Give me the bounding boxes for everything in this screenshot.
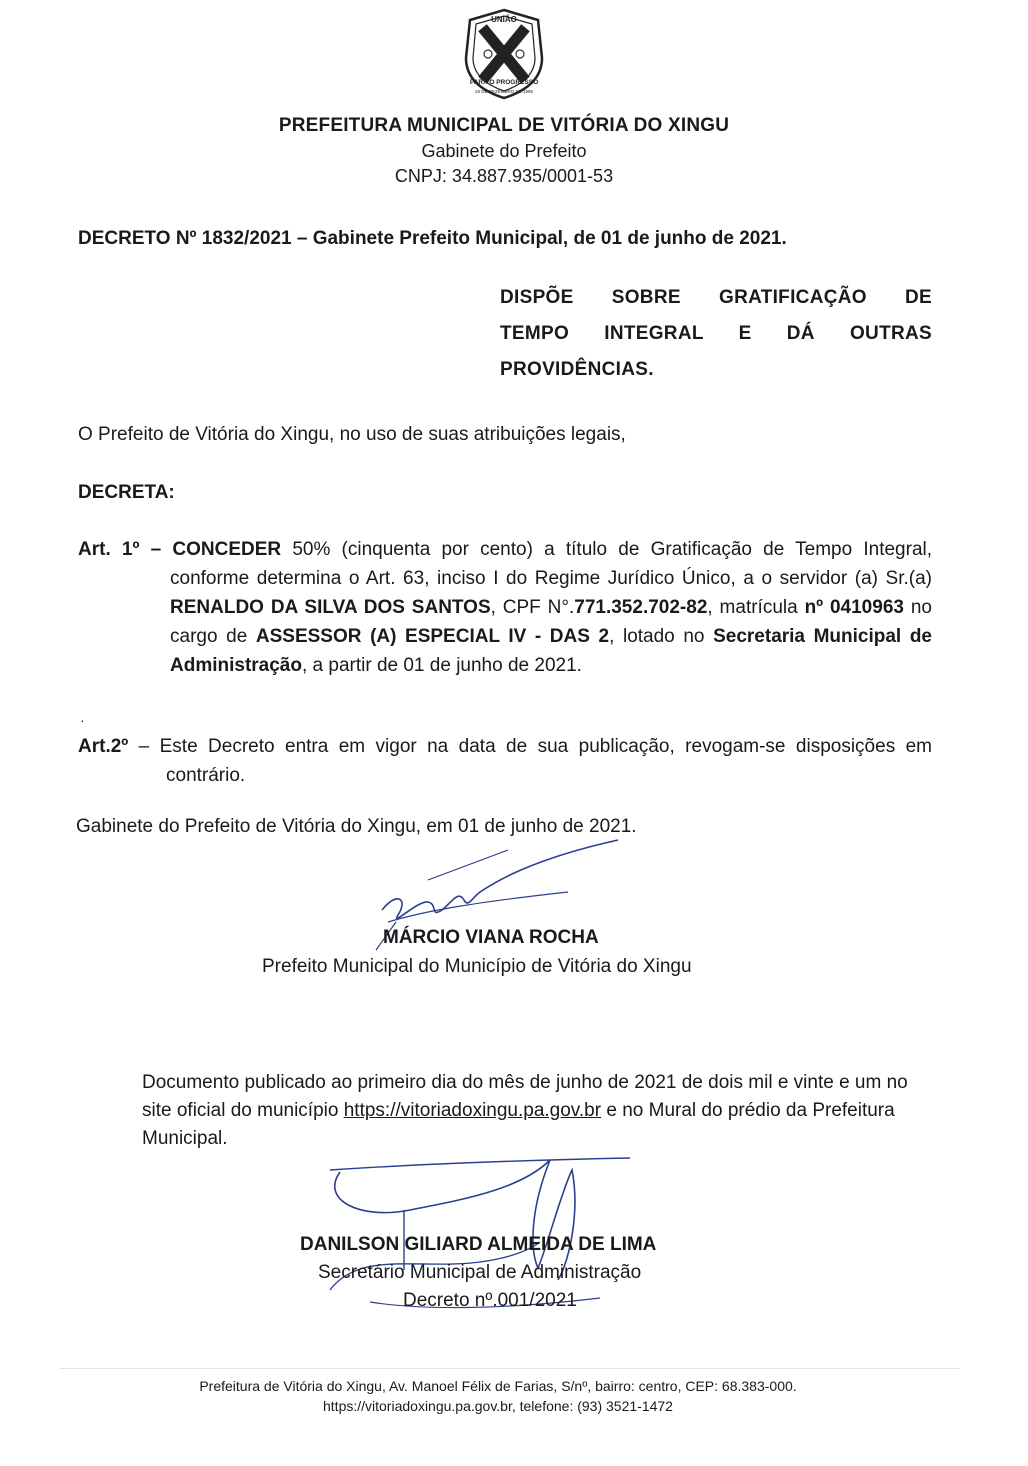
municipal-emblem — [458, 6, 550, 102]
article-1-text-a: 50% (cinquenta por cento) a título de Gratificação de Tempo Integral, conforme determina o Art. 63, inciso I do Regime Jurídico Único, a o servidor (a) Sr.(a) — [170, 539, 933, 589]
institution-title: PREFEITURA MUNICIPAL DE VITÓRIA DO XINGU — [278, 115, 730, 136]
closing-line: Gabinete do Prefeito de Vitória do Xingu, em 01 de junho de 2021. — [76, 816, 637, 837]
article-1-text-e: , lotado no — [609, 626, 714, 647]
decreta-heading: DECRETA: — [78, 482, 175, 503]
decree-title: DECRETO Nº 1832/2021 – Gabinete Prefeito Municipal, de 01 de junho de 2021. — [78, 228, 787, 249]
summary-line-1: DISPÕE SOBRE GRATIFICAÇÃO DE — [500, 287, 932, 308]
emblem-top-text: UNIÃO — [491, 15, 517, 24]
article-1-text-c: , matrícula — [707, 597, 805, 618]
servant-cpf: 771.352.702-82 — [574, 597, 708, 618]
article-1 — [78, 535, 932, 680]
mayor-role: Prefeito Municipal do Município de Vitória do Xingu — [262, 956, 692, 977]
article-1-text-b: , CPF N°. — [490, 597, 575, 618]
summary-line-3: PROVIDÊNCIAS. — [500, 359, 654, 380]
servant-name: RENALDO DA SILVA DOS SANTOS — [170, 597, 491, 618]
article-2-label: Art.2º — [78, 736, 129, 757]
article-1-label: Art. 1º – — [78, 539, 162, 560]
article-1-verb: CONCEDER — [172, 539, 282, 560]
servant-department: Secretaria Municipal de Administração — [170, 626, 932, 676]
article-2 — [78, 732, 932, 790]
publication-text-a: Documento publicado ao primeiro dia do mês de junho de 2021 de dois mil e vinte e um no site oficial do município — [142, 1072, 908, 1121]
institution-cnpj: CNPJ: 34.887.935/0001-53 — [394, 166, 614, 186]
secretary-role: Secretário Municipal de Administração — [318, 1262, 642, 1283]
article-2-text: – Este Decreto entra em vigor na data de sua publicação, revogam-se disposições em contrário. — [128, 736, 932, 786]
secretary-decree: Decreto nº.001/2021 — [403, 1290, 577, 1311]
footer-address: Prefeitura de Vitória do Xingu, Av. Manoel Félix de Farias, S/nº, bairro: centro, CEP: 68.383-000. — [199, 1378, 797, 1394]
publication-note — [142, 1069, 932, 1153]
footer-divider — [60, 1368, 960, 1369]
intro-paragraph: O Prefeito de Vitória do Xingu, no uso de suas atribuições legais, — [78, 424, 626, 445]
servant-registration: nº 0410963 — [804, 597, 904, 618]
footer-contact: https://vitoriadoxingu.pa.gov.br, telefone: (93) 3521-1472 — [323, 1398, 673, 1414]
mayor-name: MÁRCIO VIANA ROCHA — [383, 927, 599, 948]
publication-text-b: e no Mural do prédio da Prefeitura Municipal. — [142, 1100, 895, 1149]
article-1-text-f: , a partir de 01 de junho de 2021. — [301, 655, 582, 676]
servant-position: ASSESSOR (A) ESPECIAL IV - DAS 2 — [255, 626, 610, 647]
municipal-website-link[interactable]: https://vitoriadoxingu.pa.gov.br — [343, 1100, 602, 1121]
emblem-rim-text: 28 DE DEZEMBRO DE 1995 — [474, 89, 534, 94]
stray-mark: · — [80, 712, 85, 728]
summary-line-2: TEMPO INTEGRAL E DÁ OUTRAS — [500, 323, 932, 344]
secretary-name: DANILSON GILIARD ALMEIDA DE LIMA — [300, 1234, 657, 1255]
article-1-text-d: no cargo de — [170, 597, 932, 647]
institution-subtitle: Gabinete do Prefeito — [421, 141, 587, 161]
emblem-bottom-text: PARA O PROGRESSO — [469, 79, 539, 86]
decree-summary — [500, 280, 932, 388]
